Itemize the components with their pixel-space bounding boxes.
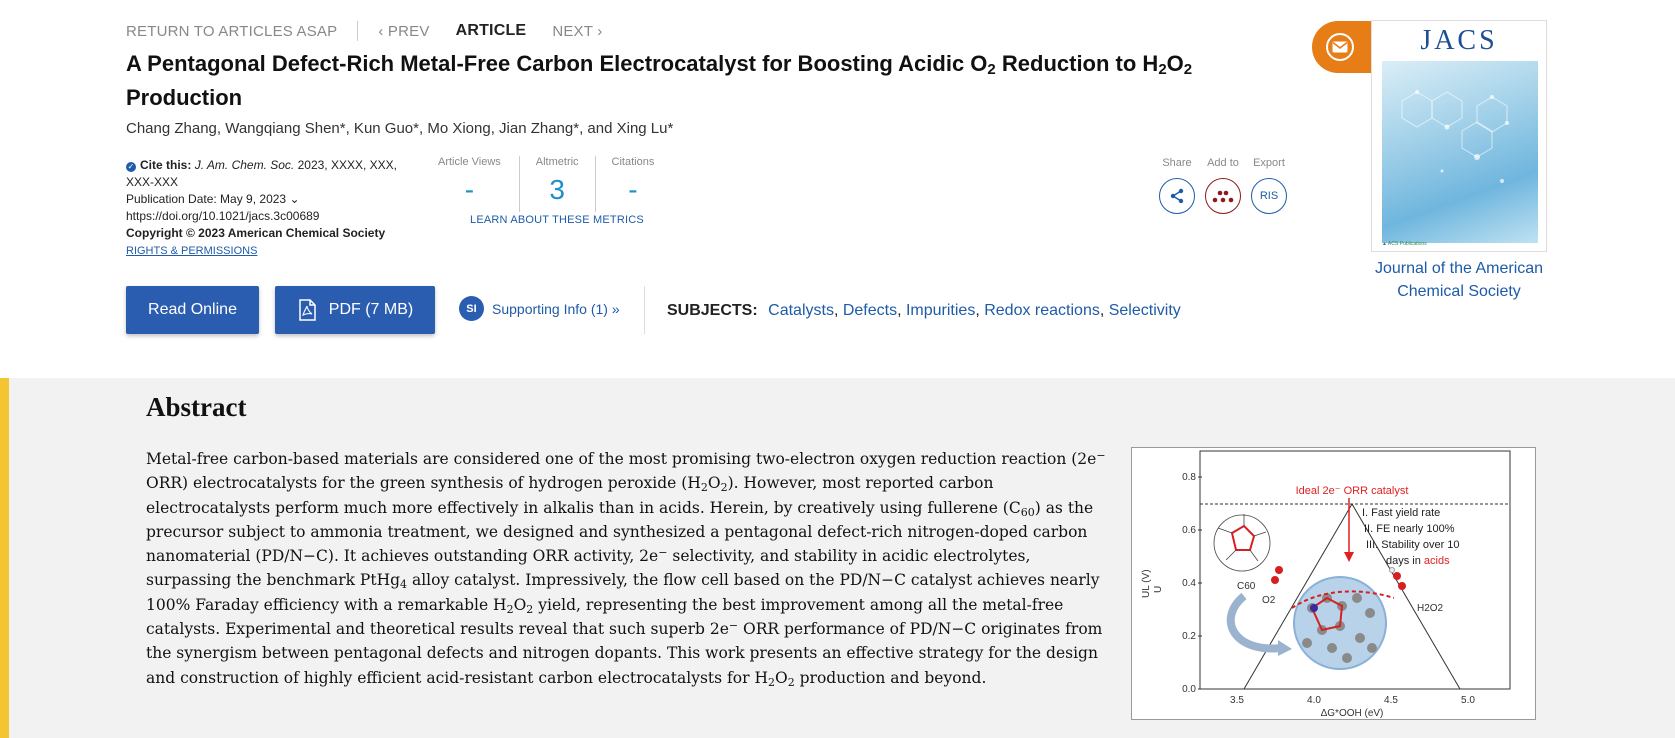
cite-label[interactable]: Cite this: xyxy=(140,158,192,172)
svg-text:II. FE nearly 100%: II. FE nearly 100% xyxy=(1364,523,1455,535)
svg-text:0.8: 0.8 xyxy=(1182,472,1196,483)
article-nav xyxy=(126,21,602,41)
svg-text:ΔG*OOH (eV): ΔG*OOH (eV) xyxy=(1320,708,1384,719)
subject-catalysts[interactable]: Catalysts xyxy=(768,302,834,319)
article-title: A Pentagonal Defect-Rich Metal-Free Carbon Electrocatalyst for Boosting Acidic $O_2$ Reduction to $H_2O_2$ Production xyxy=(126,51,1193,110)
email-alert-button[interactable] xyxy=(1312,21,1372,73)
cover-publisher-mark: ▲ ACS Publications xyxy=(1382,241,1427,247)
export-ris-button[interactable]: RIS xyxy=(1251,178,1287,214)
subject-redox-reactions[interactable]: Redox reactions xyxy=(984,302,1100,319)
svg-text:3.5: 3.5 xyxy=(1230,695,1244,706)
article-tools xyxy=(1158,157,1288,214)
metric-citations: Citations - xyxy=(611,156,655,205)
svg-text:0.6: 0.6 xyxy=(1182,525,1196,536)
section-accent-bar xyxy=(0,378,9,738)
altmetric-value[interactable]: 3 xyxy=(549,174,565,205)
journal-logo: JACS xyxy=(1420,25,1498,56)
next-link[interactable]: NEXT › xyxy=(552,22,603,40)
copyright: Copyright © 2023 American Chemical Society xyxy=(126,226,386,240)
views-value: - xyxy=(464,174,475,205)
svg-text:O2: O2 xyxy=(1262,595,1276,606)
author-list[interactable]: Chang Zhang, Wangqiang Shen*, Kun Guo*, Mo Xiong, Jian Zhang*, and Xing Lu* xyxy=(126,120,674,137)
svg-text:U: U xyxy=(1153,585,1164,593)
svg-text:I. Fast yield rate: I. Fast yield rate xyxy=(1362,507,1441,519)
add-to-button[interactable] xyxy=(1205,178,1241,214)
abstract-heading: Abstract xyxy=(146,392,247,422)
subjects-list: SUBJECTS: Catalysts, Defects, Impurities, Redox reactions, Selectivity xyxy=(667,302,1181,319)
add-to-library-icon xyxy=(1211,188,1235,204)
cite-ref: 2023, XXXX, XXX, XXX-XXX xyxy=(126,158,398,189)
publication-date[interactable]: Publication Date: May 9, 2023 ⌄ xyxy=(126,192,300,206)
journal-name-link[interactable]: Journal of the American Chemical Society xyxy=(1374,260,1544,300)
share-tool: Share xyxy=(1158,157,1196,214)
svg-text:0.0: 0.0 xyxy=(1182,684,1196,695)
subject-impurities[interactable]: Impurities xyxy=(905,302,976,319)
export-tool: Export RIS xyxy=(1250,157,1288,214)
journal-abbrev: J. Am. Chem. Soc. xyxy=(194,158,295,172)
return-to-articles-link[interactable]: RETURN TO ARTICLES ASAP xyxy=(126,22,338,40)
subject-defects[interactable]: Defects xyxy=(842,302,898,319)
learn-metrics-link[interactable]: LEARN ABOUT THESE METRICS xyxy=(470,214,644,226)
svg-text:days in acids: days in acids xyxy=(1386,555,1450,567)
svg-text:Ideal 2e⁻ ORR catalyst: Ideal 2e⁻ ORR catalyst xyxy=(1295,485,1409,497)
article-nav-label: ARTICLE xyxy=(455,22,527,39)
journal-cover[interactable] xyxy=(1371,20,1547,252)
svg-text:H2O2: H2O2 xyxy=(1417,603,1444,614)
subject-selectivity[interactable]: Selectivity xyxy=(1108,302,1181,319)
check-icon: ✓ xyxy=(127,162,135,171)
svg-text:5.0: 5.0 xyxy=(1461,695,1475,706)
envelope-icon xyxy=(1332,41,1348,53)
toc-graphic[interactable] xyxy=(1131,447,1536,720)
rights-permissions-link[interactable]: RIGHTS & PERMISSIONS xyxy=(126,245,258,257)
share-icon xyxy=(1168,187,1186,205)
nav-divider xyxy=(357,21,358,41)
share-button[interactable] xyxy=(1159,178,1195,214)
mail-circle xyxy=(1326,33,1354,61)
read-online-button[interactable]: Read Online xyxy=(126,286,259,334)
citations-value: - xyxy=(628,174,638,205)
svg-text:III. Stability over 10: III. Stability over 10 xyxy=(1366,539,1460,551)
svg-text:4.0: 4.0 xyxy=(1307,695,1321,706)
toc-ylabel: UL (V) xyxy=(1141,569,1152,598)
prev-link[interactable]: ‹ PREV xyxy=(378,22,430,40)
pdf-download-button[interactable]: PDF (7 MB) xyxy=(275,286,435,334)
addto-tool: Add to xyxy=(1204,157,1242,214)
svg-text:C60: C60 xyxy=(1237,581,1256,592)
citation-block xyxy=(126,157,426,260)
supporting-info-link[interactable]: SI Supporting Info (1) » xyxy=(459,296,620,321)
abstract-text: Metal-free carbon-based materials are considered one of the most promising two-electron oxygen reduction reaction (2e− ORR) electrocatalysts for the green synthesis of hydrogen peroxide $(H_2O_2)$. However, most reported carbon electrocatalysts perform much more effectively in alkalis than in acids. Herein, by creatively using fullerene $(C_{60})$ as the precursor subject to ammonia treatment, we designed and synthesized a pentagonal defect-rich nitrogen-doped carbon nanomaterial (PD/N−C). It achieves outstanding ORR activity, 2e− selectivity, and stability in acidic electrolytes, surpassing the benchmark PtHg$_4$ alloy catalyst. Impressively, the flow cell based on the PD/N−C catalyst achieves nearly 100% Faraday efficiency with a remarkable $H_2O_2$ yield, representing the best improvement among all the metal-free catalysts. Experimental and theoretical results reveal that such superb 2e− ORR performance of PD/N−C originates from the synergism between pentagonal defects and nitrogen dopants. This work presents an effective strategy for the design and construction of highly efficient acid-resistant carbon electrocatalysts for $H_2O_2$ production and beyond. xyxy=(146,449,1106,689)
chevron-right-icon: › xyxy=(592,22,603,40)
metric-altmetric[interactable]: Altmetric 3 xyxy=(520,156,596,212)
svg-text:0.2: 0.2 xyxy=(1182,631,1196,642)
si-badge: SI xyxy=(459,296,484,321)
pdf-icon xyxy=(297,299,317,321)
chevron-left-icon: ‹ xyxy=(378,22,388,40)
svg-text:4.5: 4.5 xyxy=(1384,695,1398,706)
chevron-down-icon: ⌄ xyxy=(289,192,300,206)
subjects-divider xyxy=(644,286,645,334)
metric-views: Article Views - xyxy=(436,156,520,212)
cover-image xyxy=(1382,61,1538,243)
metrics-panel xyxy=(436,156,670,212)
svg-text:0.4: 0.4 xyxy=(1182,578,1196,589)
subjects-label: SUBJECTS: xyxy=(667,302,758,319)
doi-link[interactable]: https://doi.org/10.1021/jacs.3c00689 xyxy=(126,209,320,223)
